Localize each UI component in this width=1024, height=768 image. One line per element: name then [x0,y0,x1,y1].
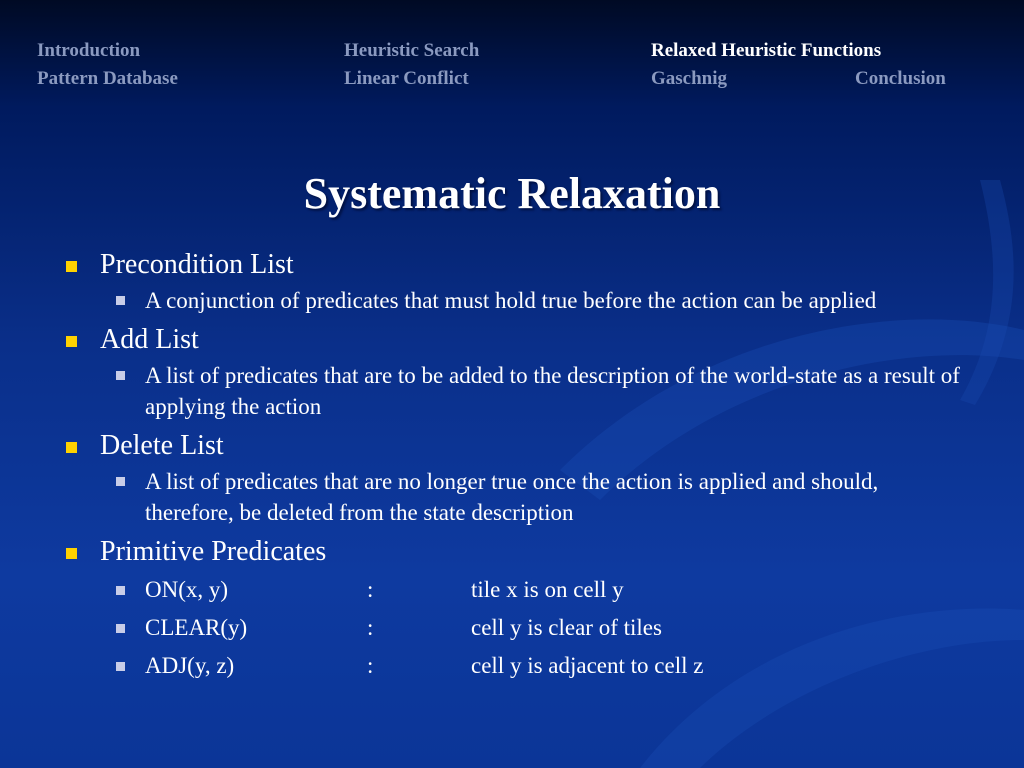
nav-relaxed-heuristic-functions[interactable]: Relaxed Heuristic Functions [651,40,882,61]
predicate-description: cell y is adjacent to cell z [471,653,704,678]
square-bullet-icon [66,442,77,453]
slide-title: Systematic Relaxation [303,169,721,218]
predicate-name: ON(x, y) [145,577,229,602]
predicate-name: CLEAR(y) [145,615,248,640]
slide-content [60,244,960,689]
sub-bullet-text: A conjunction of predicates that must hold true before the action can be applied [145,288,877,313]
sub-bullet-add-detail [60,360,960,422]
sub-bullet-delete-detail [60,466,960,528]
predicate-row-on [60,575,960,613]
bullet-add-list [60,323,960,357]
nav-pattern-database[interactable]: Pattern Database [37,68,178,89]
predicate-separator: : [367,615,374,640]
predicate-row-adj [60,651,960,689]
sub-bullet-text: A list of predicates that are no longer true once the action is applied and should, therefore, be deleted from the state description [145,469,879,525]
predicate-row-clear [60,613,960,651]
nav-conclusion[interactable]: Conclusion [855,68,946,89]
predicate-separator: : [367,577,374,602]
bullet-delete-list [60,429,960,463]
predicate-separator: : [367,653,374,678]
nav-heuristic-search[interactable]: Heuristic Search [344,40,480,61]
bullet-heading: Add List [100,324,199,355]
bullet-heading: Precondition List [100,249,294,280]
bullet-primitive-predicates [60,535,960,569]
bullet-heading: Delete List [100,430,224,461]
bullet-precondition-list [60,248,960,282]
square-bullet-icon [66,548,77,559]
predicate-description: cell y is clear of tiles [471,615,662,640]
nav-gaschnig[interactable]: Gaschnig [651,68,728,89]
bullet-heading: Primitive Predicates [100,536,327,567]
nav-linear-conflict[interactable]: Linear Conflict [344,68,469,89]
square-bullet-icon [116,477,125,486]
nav-introduction[interactable]: Introduction [37,40,141,61]
sub-bullet-precondition-detail [60,285,960,316]
sub-bullet-text: A list of predicates that are to be added to the description of the world-state as a result of applying the action [145,363,960,419]
predicate-description: tile x is on cell y [471,577,624,602]
square-bullet-icon [116,624,125,633]
predicate-name: ADJ(y, z) [145,653,235,678]
square-bullet-icon [116,371,125,380]
square-bullet-icon [116,662,125,671]
square-bullet-icon [116,586,125,595]
square-bullet-icon [66,336,77,347]
square-bullet-icon [66,261,77,272]
square-bullet-icon [116,296,125,305]
